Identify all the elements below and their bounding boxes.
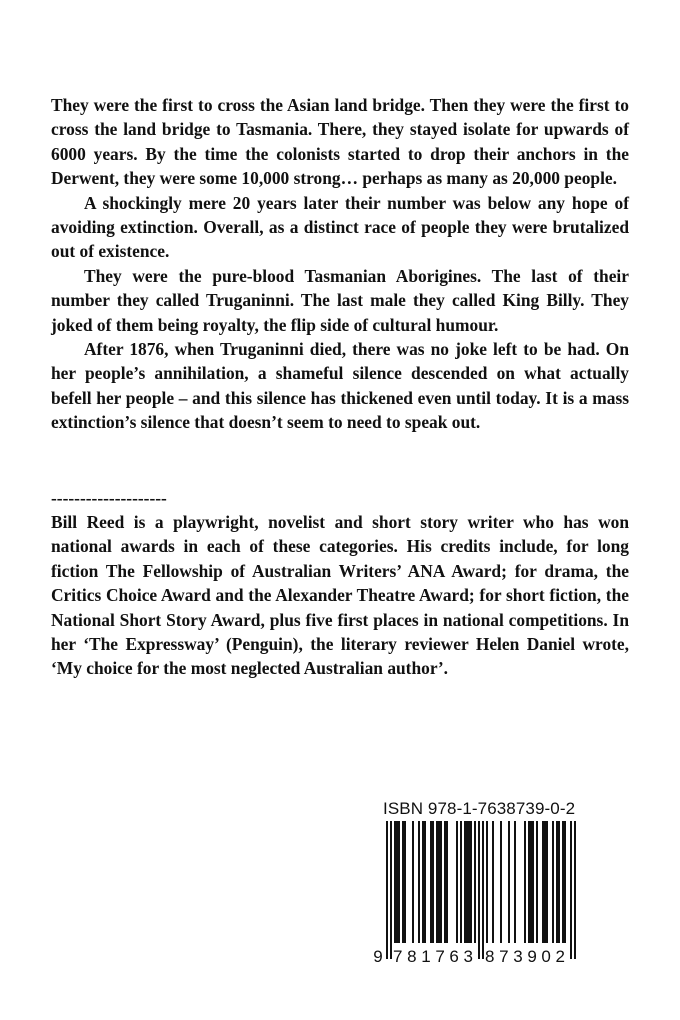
barcode-bar [532, 821, 534, 943]
barcode-bar [418, 821, 420, 943]
barcode-bar [430, 821, 432, 943]
barcode-bar [536, 821, 538, 943]
barcode-bar [474, 821, 476, 943]
barcode-bar [492, 821, 494, 943]
barcode-bar [528, 821, 530, 943]
barcode-bar [464, 821, 466, 943]
barcode-bar [446, 821, 448, 943]
barcode-bar [482, 821, 484, 959]
barcode-bar [542, 821, 544, 943]
barcode-bars [386, 821, 576, 959]
barcode-bar [460, 821, 462, 943]
barcode-bar [412, 821, 414, 943]
barcode-right-digits: 873902 [485, 947, 565, 965]
blurb-text [51, 93, 629, 435]
section-divider: -------------------- [51, 488, 167, 508]
barcode-bar [544, 821, 546, 943]
barcode-bar [546, 821, 548, 943]
blurb-paragraph-4: After 1876, when Truganinni died, there was no joke left to be had. On her people’s annihilation, a shameful silence descended on what actually befell her people – and this silence has thickened even until today. It is a mass extinction’s silence that doesn’t seem to need to speak out. [51, 339, 629, 433]
barcode-bar [436, 821, 438, 943]
barcode-bar [564, 821, 566, 943]
barcode-bar [470, 821, 472, 943]
barcode-bar [468, 821, 470, 943]
barcode-bar [390, 821, 392, 959]
barcode-bar [514, 821, 516, 943]
blurb-paragraph-3: They were the pure-blood Tasmanian Aborigines. The last of their number they called Truganinni. The last male they called King Billy. They joked of them being royalty, the flip side of cultural humour. [51, 265, 629, 335]
barcode-bar [556, 821, 558, 943]
isbn-barcode [372, 799, 584, 965]
barcode-bar [440, 821, 442, 943]
barcode-bar [524, 821, 526, 943]
barcode-bar [478, 821, 480, 959]
blurb-paragraph-1: They were the first to cross the Asian land bridge. Then they were the first to cross the land bridge to Tasmania. There, they stayed isolate for upwards of 6000 years. By the time the colonists started to drop their anchors in the Derwent, they were some 10,000 strong… perhaps as many as 20,000 people. [51, 95, 629, 189]
barcode-bar [438, 821, 440, 943]
barcode-bar [398, 821, 400, 943]
barcode-bar [574, 821, 576, 959]
isbn-label: ISBN 978-1-7638739-0-2 [383, 799, 576, 818]
barcode-bar [570, 821, 572, 959]
barcode-bar [466, 821, 468, 943]
blurb-paragraph-2: A shockingly mere 20 years later their number was below any hope of avoiding extinction. Overall, as a distinct race of people they were brutalized out of existence. [51, 192, 629, 262]
barcode-bar [424, 821, 426, 943]
barcode-bar [402, 821, 404, 943]
barcode-bar [552, 821, 554, 943]
barcode-bar [394, 821, 396, 943]
barcode-bar [562, 821, 564, 943]
barcode-bar [386, 821, 388, 959]
barcode-left-digits: 781763 [393, 947, 473, 965]
barcode-bar [500, 821, 502, 943]
barcode-graphic [372, 821, 584, 965]
barcode-bar [422, 821, 424, 943]
author-bio: Bill Reed is a playwright, novelist and short story writer who has won national awards in each of these categories. His credits include, for long fiction The Fellowship of Australian Writers’ ANA Award; for drama, the Critics Choice Award and the Alexander Theatre Award; for short fiction, the National Short Story Award, plus five first places in national competitions. In her ‘The Expressway’ (Penguin), the literary reviewer Helen Daniel wrote, ‘My choice for the most neglected Australian author’. [51, 512, 629, 679]
barcode-bar [530, 821, 532, 943]
barcode-bar [486, 821, 488, 943]
barcode-bar [404, 821, 406, 943]
barcode-bar [558, 821, 560, 943]
barcode-bar [396, 821, 398, 943]
barcode-bar [508, 821, 510, 943]
barcode-bar [444, 821, 446, 943]
barcode-bar [456, 821, 458, 943]
barcode-lead-digit: 9 [373, 947, 383, 965]
barcode-bar [432, 821, 434, 943]
